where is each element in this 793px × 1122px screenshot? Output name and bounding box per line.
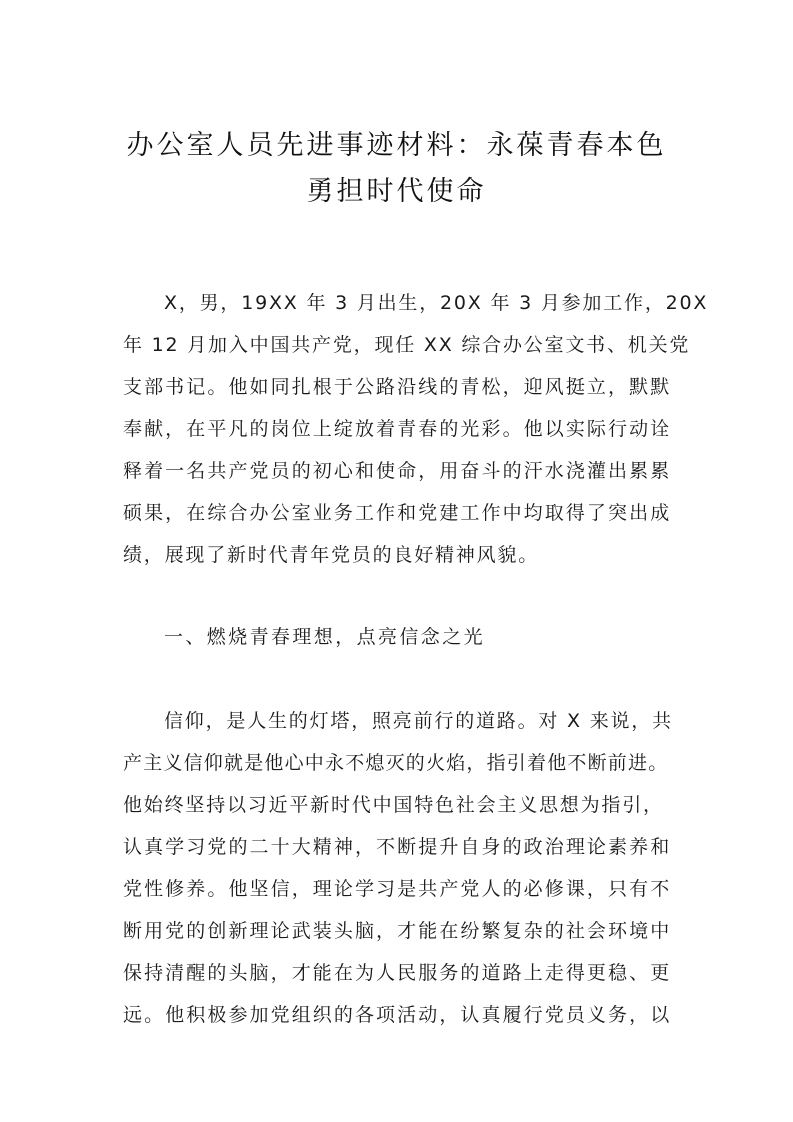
intro-line: 年 12 月加入中国共产党，现任 XX 综合办公室文书、机关党 <box>123 334 691 356</box>
body-line: 认真学习党的二十大精神，不断提升自身的政治理论素养和 <box>123 836 671 858</box>
intro-line: 释着一名共产党员的初心和使命，用奋斗的汗水浇灌出累累 <box>123 460 671 482</box>
section-heading: 一、燃烧青春理想，点亮信念之光 <box>164 626 486 648</box>
intro-line: X，男，19XX 年 3 月出生，20X 年 3 月参加工作，20X <box>164 292 709 314</box>
intro-line: 硕果，在综合办公室业务工作和党建工作中均取得了突出成 <box>123 502 671 524</box>
document-title-line-2: 勇担时代使命 <box>306 176 487 207</box>
body-line: 远。他积极参加党组织的各项活动，认真履行党员义务，以 <box>123 1004 671 1026</box>
body-line: 断用党的创新理论武装头脑，才能在纷繁复杂的社会环境中 <box>123 920 671 942</box>
body-line: 党性修养。他坚信，理论学习是共产党人的必修课，只有不 <box>123 878 671 900</box>
intro-line: 支部书记。他如同扎根于公路沿线的青松，迎风挺立，默默 <box>123 376 671 398</box>
body-line: 产主义信仰就是他心中永不熄灭的火焰，指引着他不断前进。 <box>123 752 669 774</box>
intro-line: 奉献，在平凡的岗位上绽放着青春的光彩。他以实际行动诠 <box>123 418 671 440</box>
document-title-line-1: 办公室人员先进事迹材料：永葆青春本色 <box>126 130 667 161</box>
body-line: 他始终坚持以习近平新时代中国特色社会主义思想为指引， <box>123 794 664 816</box>
body-line: 保持清醒的头脑，才能在为人民服务的道路上走得更稳、更 <box>123 962 671 984</box>
intro-line: 绩，展现了新时代青年党员的良好精神风貌。 <box>123 544 540 566</box>
body-line: 信仰，是人生的灯塔，照亮前行的道路。对 X 来说，共 <box>164 710 673 732</box>
